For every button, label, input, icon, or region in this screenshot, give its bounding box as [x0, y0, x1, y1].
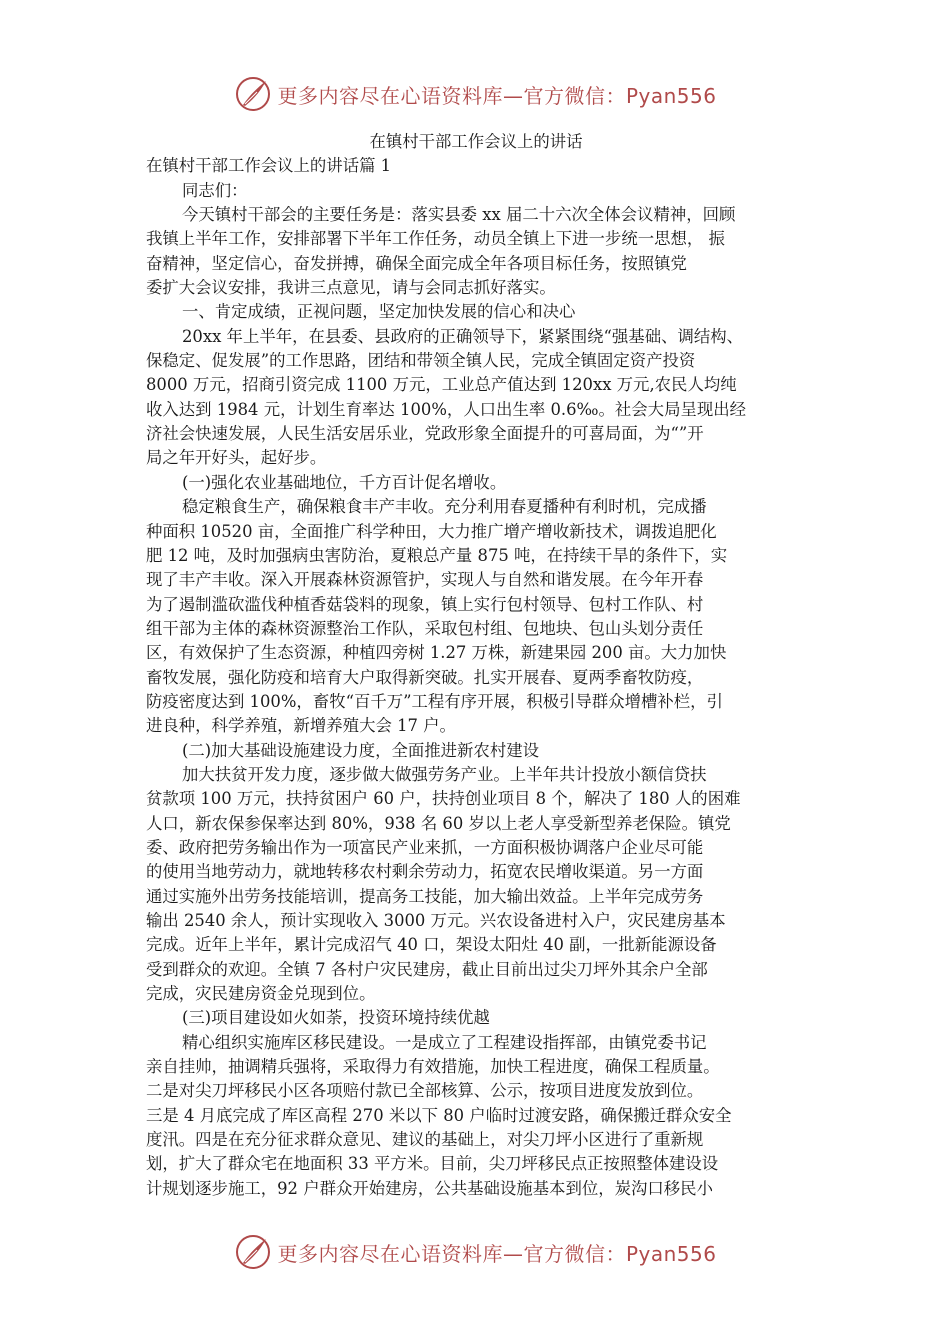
text-line: 进良种，科学养殖，新增养殖大会 17 户。 [146, 716, 456, 736]
text-line: (二)加大基础设施建设力度，全面推进新农村建设 [182, 740, 539, 760]
text-line: 奋精神，坚定信心，奋发拼搏，确保全面完成全年各项目标任务，按照镇党 [146, 253, 687, 273]
text-line: 完成。近年上半年，累计完成沼气 40 口，架设太阳灶 40 副，一批新能源设备 [146, 935, 717, 955]
text-line: 收入达到 1984 元，计划生育率达 100%，人口出生率 0.6‰。社会大局呈现出经 [146, 399, 747, 419]
footer-watermark-banner [0, 1230, 950, 1274]
text-line: 畜牧发展，强化防疫和培育大户取得新突破。扎实开展春、夏两季畜牧防疫， [146, 667, 704, 687]
text-line: 肥 12 吨，及时加强病虫害防治，夏粮总产量 875 吨，在持续干旱的条件下，实 [146, 545, 728, 565]
header-watermark-banner [0, 72, 950, 116]
text-line: 贫款项 100 万元，扶持贫困户 60 户，扶持创业项目 8 个，解决了 180 人的困难 [146, 789, 741, 809]
text-line: 完成，灾民建房资金兑现到位。 [146, 984, 376, 1004]
feather-quill-logo-icon [233, 1232, 273, 1272]
text-line: 划，扩大了群众宅在地面积 33 平方米。目前，尖刀坪移民点正按照整体建设设 [146, 1154, 719, 1174]
text-line: 保稳定、促发展”的工作思路，团结和带领全镇人民，完成全镇固定资产投资 [146, 351, 696, 371]
text-line: 三是 4 月底完成了库区高程 270 米以下 80 户临时过渡安路，确保搬迁群众安全 [146, 1105, 732, 1125]
text-line: 委扩大会议安排，我讲三点意见，请与会同志抓好落实。 [146, 278, 556, 298]
text-line: 今天镇村干部会的主要任务是：落实县委 xx 届二十六次全体会议精神，回顾 [182, 205, 736, 225]
text-line: 一、肯定成绩，正视问题，坚定加快发展的信心和决心 [182, 302, 576, 322]
watermark-slogan: 更多内容尽在心语资料库—官方微信：Pyan556 [277, 83, 717, 108]
text-line: 委、政府把劳务输出作为一项富民产业来抓，一方面积极协调落户企业尽可能 [146, 837, 704, 857]
text-line: 精心组织实施库区移民建设。一是成立了工程建设指挥部，由镇党委书记 [182, 1032, 707, 1052]
text-line: 种面积 10520 亩，全面推广科学种田，大力推广增产增收新技术，调拨追肥化 [146, 521, 717, 541]
text-line: 稳定粮食生产，确保粮食丰产丰收。充分利用春夏播种有利时机，完成播 [182, 497, 707, 517]
text-line: 我镇上半年工作，安排部署下半年工作任务，动员全镇上下进一步统一思想， 振 [146, 229, 725, 249]
text-line: 度汛。四是在充分征求群众意见、建议的基础上，对尖刀坪小区进行了重新规 [146, 1130, 704, 1150]
text-line: 为了遏制滥砍滥伐种植香菇袋料的现象，镇上实行包村领导、包村工作队、村 [146, 594, 704, 614]
text-line: (三)项目建设如火如荼，投资环境持续优越 [182, 1008, 490, 1028]
text-line: 输出 2540 余人，预计实现收入 3000 万元。兴农设备进村入户，灾民建房基本 [146, 911, 726, 930]
text-line: 组干部为主体的森林资源整治工作队，采取包村组、包地块、包山头划分责任 [146, 618, 704, 638]
text-line: 济社会快速发展，人民生活安居乐业，党政形象全面提升的可喜局面，为“”开 [146, 424, 704, 444]
text-line: 20xx 年上半年，在县委、县政府的正确领导下，紧紧围绕“强基础、调结构、 [182, 326, 744, 346]
text-line: 受到群众的欢迎。全镇 7 各村户灾民建房，截止目前出过尖刀坪外其余户全部 [146, 959, 708, 979]
text-line: 亲自挂帅，抽调精兵强将，采取得力有效措施，加快工程进度，确保工程质量。 [146, 1057, 720, 1077]
text-line: 计规划逐步施工，92 户群众开始建房，公共基础设施基本到位，炭沟口移民小 [146, 1178, 713, 1198]
document-body [146, 130, 806, 1201]
text-line: 人口，新农保参保率达到 80%，938 名 60 岁以上老人享受新型养老保险。镇党 [146, 813, 731, 833]
text-line: 加大扶贫开发力度，逐步做大做强劳务产业。上半年共计投放小额信贷扶 [182, 764, 707, 784]
text-line: (一)强化农业基础地位，千方百计促名增收。 [182, 472, 507, 492]
text-line: 二是对尖刀坪移民小区各项赔付款已全部核算、公示，按项目进度发放到位。 [146, 1081, 704, 1101]
text-line: 防疫密度达到 100%，畜牧“百千万”工程有序开展，积极引导群众增槽补栏，引 [146, 691, 723, 711]
document-subtitle: 在镇村干部工作会议上的讲话篇 1 [146, 156, 392, 176]
text-line: 局之年开好头，起好步。 [146, 448, 327, 468]
document-paragraphs [146, 179, 806, 1201]
document-title: 在镇村干部工作会议上的讲话 [369, 132, 583, 151]
feather-quill-logo-icon [233, 74, 273, 114]
text-line: 现了丰产丰收。深入开展森林资源管护，实现人与自然和谐发展。在今年开春 [146, 570, 704, 590]
text-line: 同志们： [182, 180, 248, 200]
text-line: 8000 万元，招商引资完成 1100 万元，工业总产值达到 120xx 万元,农民人均纯 [146, 375, 737, 395]
text-line: 通过实施外出劳务技能培训，提高务工技能，加大输出效益。上半年完成劳务 [146, 886, 704, 906]
text-line: 的使用当地劳动力，就地转移农村剩余劳动力，拓宽农民增收渠道。另一方面 [146, 862, 704, 882]
watermark-slogan: 更多内容尽在心语资料库—官方微信：Pyan556 [277, 1241, 717, 1266]
text-line: 区，有效保护了生态资源，种植四旁树 1.27 万株，新建果园 200 亩。大力加快 [146, 643, 727, 663]
